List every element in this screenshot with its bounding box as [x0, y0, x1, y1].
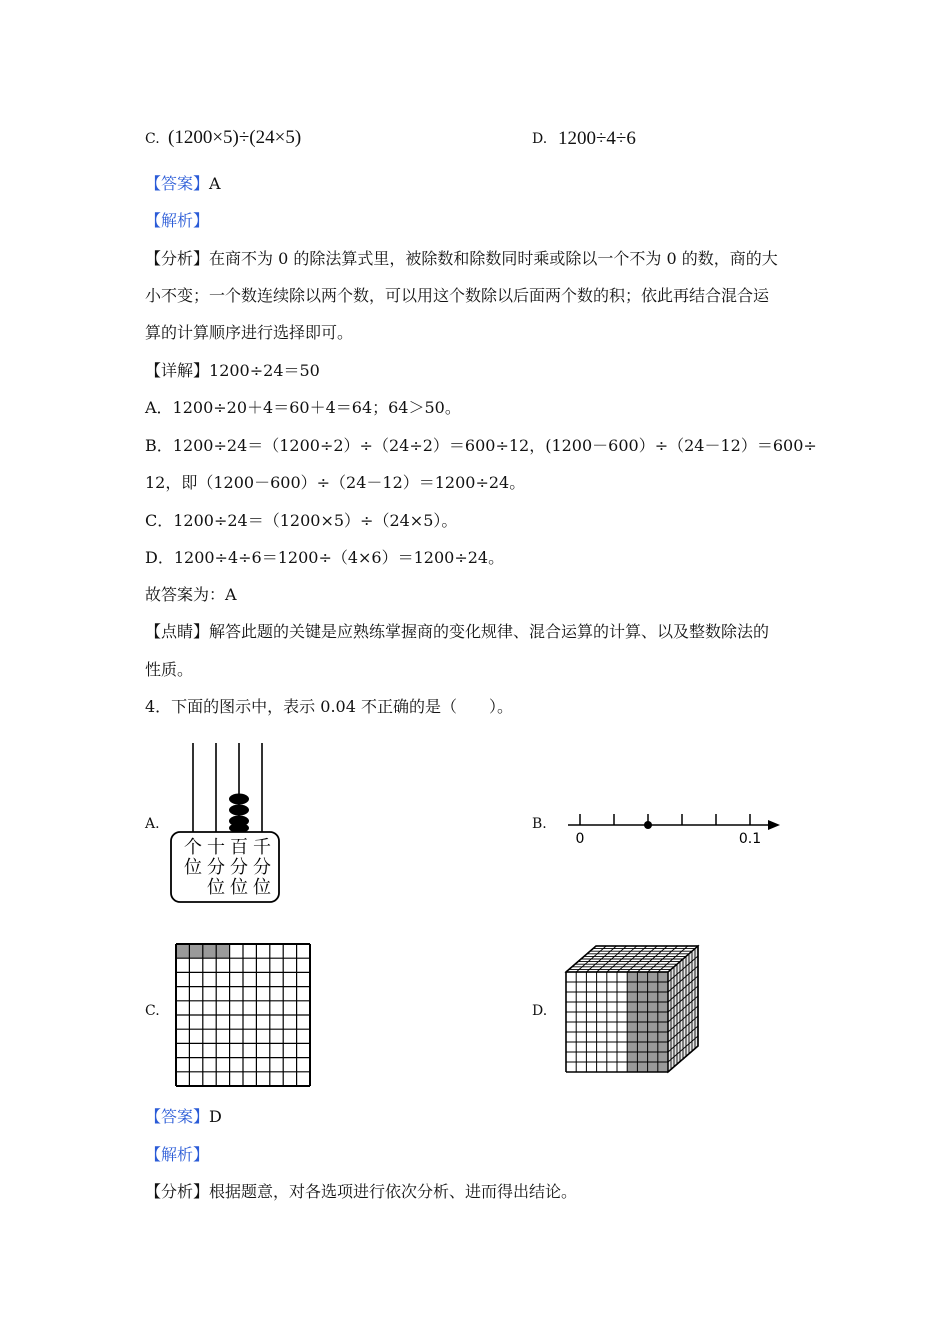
dianjing-text: 解答此题的关键是应熟练掌握商的变化规律、混合运算的计算、以及整数除法的 — [209, 622, 770, 641]
grid-shaded-cell — [176, 944, 189, 958]
grid-shaded-cell — [203, 944, 216, 958]
q4-question: 4．下面的图示中，表示 0.04 不正确的是（ ）。 — [145, 697, 513, 716]
q3-fenxi-line1 — [145, 249, 778, 269]
grid-shaded-cell — [216, 944, 229, 958]
option-c-expression: (1200×5)÷(24×5) — [168, 127, 302, 148]
answer-tag: 【答案】 — [145, 174, 210, 193]
fenxi-text: 在商不为 0 的除法算式里，被除数和除数同时乘或除以一个不为 0 的数，商的大 — [209, 249, 778, 268]
answer-value: D — [209, 1107, 222, 1126]
abacus-place-char: 分 — [253, 857, 271, 878]
q3-dianjing-line2: 性质。 — [145, 660, 194, 679]
q3-xiangjie — [145, 361, 320, 381]
xiangjie-tag: 【详解】 — [145, 361, 210, 380]
q3-line-d: D．1200÷4÷6＝1200÷（4×6）＝1200÷24。 — [145, 548, 505, 567]
q3-line-b2: 12，即（1200－600）÷（24－12）＝1200÷24。 — [145, 473, 526, 492]
hundred-grid-figure — [175, 943, 312, 1088]
answer-value: A — [209, 174, 221, 193]
abacus-figure — [168, 740, 283, 906]
abacus-place-char: 十 — [207, 837, 225, 858]
q4-answer — [145, 1107, 222, 1127]
fenxi-tag: 【分析】 — [145, 1182, 210, 1201]
q3-line-b1: B．1200÷24＝（1200÷2）÷（24÷2）＝600÷12，(1200－600）÷（24－12）＝600÷ — [145, 436, 817, 455]
number-line-end-label: 0.1 — [738, 831, 762, 847]
fenxi-text: 根据题意，对各选项进行依次分析、进而得出结论。 — [209, 1182, 578, 1201]
q3-fenxi-line3: 算的计算顺序进行选择即可。 — [145, 323, 354, 342]
q4-option-a-label: A. — [145, 816, 160, 832]
number-line-ticks — [580, 814, 750, 825]
number-line-point — [644, 821, 652, 829]
abacus-place-char: 分 — [207, 857, 225, 878]
option-d-expression: 1200÷4÷6 — [558, 128, 636, 149]
xiangjie-text: 1200÷24＝50 — [209, 361, 320, 380]
q3-fenxi-line2: 小不变；一个数连续除以两个数，可以用这个数除以后面两个数的积；依此再结合混合运 — [145, 286, 770, 305]
q3-analysis-tag: 【解析】 — [145, 211, 210, 230]
number-line-arrow — [768, 820, 780, 830]
q4-analysis-tag: 【解析】 — [145, 1145, 210, 1164]
q3-conclusion: 故答案为：A — [145, 585, 237, 604]
q4-fenxi — [145, 1182, 577, 1202]
abacus-bead — [229, 805, 249, 816]
q3-line-a: A．1200÷20＋4＝60＋4＝64；64＞50。 — [145, 398, 461, 417]
option-c-label: C. — [145, 131, 160, 147]
abacus-place-char: 位 — [230, 877, 248, 898]
abacus-place-char: 位 — [184, 857, 202, 878]
dianjing-tag: 【点睛】 — [145, 622, 210, 641]
abacus-place-char: 位 — [207, 877, 225, 898]
q3-answer — [145, 174, 221, 194]
q4-option-d-label: D. — [532, 1003, 548, 1019]
q3-dianjing-line1 — [145, 622, 769, 642]
abacus-place-char: 个 — [184, 837, 202, 858]
abacus-rods — [193, 743, 262, 832]
abacus-place-char: 分 — [230, 857, 248, 878]
q3-line-c: C．1200÷24＝（1200×5）÷（24×5）。 — [145, 511, 458, 530]
grid-shaded-cell — [189, 944, 202, 958]
answer-tag: 【答案】 — [145, 1107, 210, 1126]
abacus-place-char: 百 — [230, 837, 248, 858]
abacus-bead — [229, 794, 249, 805]
thousand-cube-figure — [564, 944, 700, 1076]
abacus-beads — [229, 794, 249, 834]
q4-option-b-label: B. — [532, 816, 547, 832]
number-line-start-label: 0 — [575, 831, 585, 847]
fenxi-tag: 【分析】 — [145, 249, 210, 268]
abacus-place-char: 千 — [253, 837, 271, 858]
q4-option-c-label: C. — [145, 1003, 160, 1019]
number-line-figure — [560, 805, 785, 850]
option-d-label: D. — [532, 131, 548, 147]
abacus-place-char: 位 — [253, 877, 271, 898]
